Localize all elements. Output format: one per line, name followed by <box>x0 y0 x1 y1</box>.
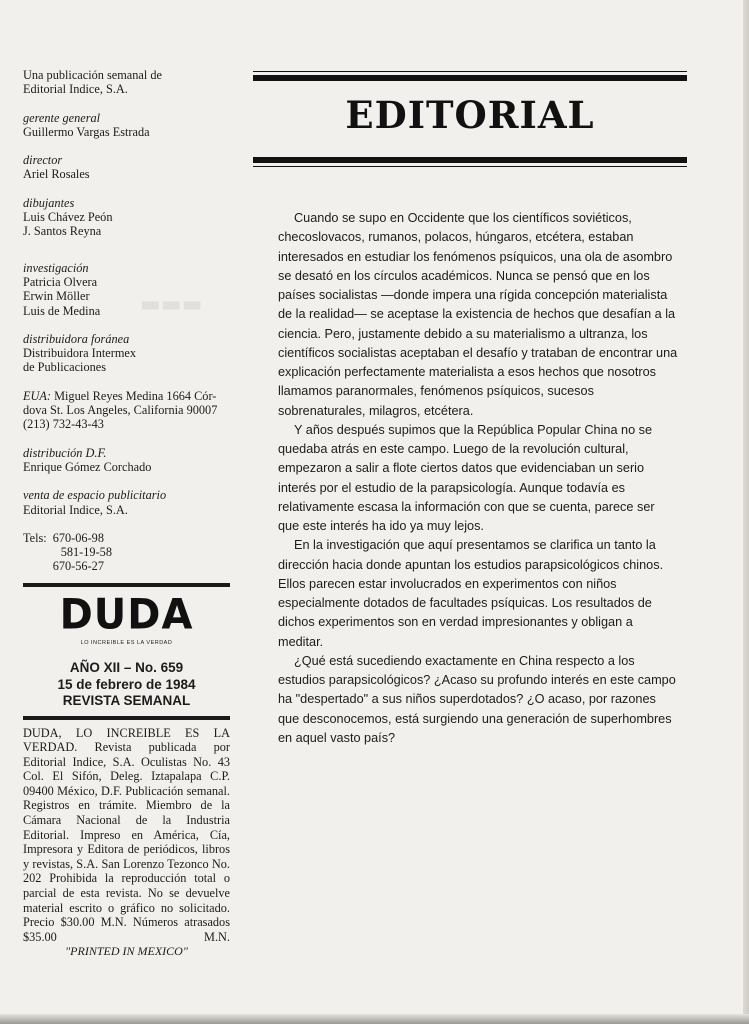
tel-number: 670-56-27 <box>52 559 104 574</box>
credit-name: Luis de Medina <box>23 303 101 318</box>
credit-name: Enrique Gómez Corchado <box>23 459 152 474</box>
publisher-line: Una publicación semanal de <box>23 68 162 82</box>
usa-address: Miguel Reyes Medina 1664 Cór- <box>51 388 217 403</box>
credit-distribution <box>23 332 230 375</box>
credit-research <box>23 261 230 318</box>
usa-line: dova St. Los Angeles, California 90007 <box>23 403 218 418</box>
tels-label: Tels: <box>23 530 47 545</box>
editorial-paragraph: Cuando se supo en Occidente que los científicos soviéticos, checoslovacos, rumanos, polacos, húngaros, etcétera, estaban interesados en estudiar los fenómenos psíquicos, una ola de asombro se desató en los círculos académicos. Nunca se pensó que en los países socialistas —donde impera una rígida concepción materialista de la realidad— se aceptase la existencia de hechos que desafían a la ciencia. Pero, justamente debido a su materialismo a ultranza, los científicos socialistas aceptaban el desafío y trataban de encontrar una explicación perfectamente materialista a esos hechos que nosotros llamamos paranormales, fenómenos psíquicos, sucesos sobrenaturales, milagros, etcétera. <box>278 211 678 418</box>
page-bottom-edge <box>0 1014 749 1024</box>
title-rule-bottom-thick <box>253 157 687 163</box>
credit-manager <box>23 111 230 140</box>
editorial-paragraph: ¿Qué está sucediendo exactamente en China respecto a los estudios parapsicológicos? ¿Acaso su profundo interés en este campo ha "despertado" a sus niños superdotados? ¿O acaso, por razones que desconocemos, está surgiendo una generación de superhombres en aquel vasto país? <box>278 653 676 745</box>
masthead <box>23 587 230 716</box>
issue-type: REVISTA SEMANAL <box>62 693 191 709</box>
editorial-body <box>278 209 679 748</box>
editorial-title: EDITORIAL <box>345 93 595 137</box>
tel-number: 670-06-98 <box>52 530 104 545</box>
tels-numbers <box>53 531 112 574</box>
credit-role: distribuidora foránea <box>23 331 130 346</box>
credit-df <box>23 446 230 475</box>
credit-name: Luis Chávez Peón <box>23 210 113 225</box>
page-edge <box>743 0 749 1024</box>
bleed-through-shadow: ▬▬▬ <box>140 292 203 317</box>
credit-role: dibujantes <box>23 195 75 210</box>
usa-line <box>23 389 230 403</box>
printed-in-mexico: "PRINTED IN MEXICO" <box>65 944 188 959</box>
credit-name: Guillermo Vargas Estrada <box>23 124 150 139</box>
issue-date: 15 de febrero de 1984 <box>57 676 196 692</box>
title-rule-bottom-thin <box>253 166 687 167</box>
title-rule-top-thin <box>253 71 687 72</box>
duda-logo: DUDA <box>59 590 194 639</box>
credit-usa <box>23 389 230 432</box>
publisher-block <box>23 68 230 97</box>
tel-number: 581-19-58 <box>60 545 112 560</box>
credit-name: Patricia Olvera <box>23 274 98 289</box>
credits-column <box>23 68 230 959</box>
credit-name: Editorial Indice, S.A. <box>23 502 128 517</box>
credit-ads <box>23 488 230 517</box>
credit-name: Erwin Möller <box>23 289 90 304</box>
credit-role: gerente general <box>23 110 101 125</box>
credit-illustrators <box>23 196 230 239</box>
issue-number: AÑO XII – No. 659 <box>69 660 184 676</box>
issue-info <box>23 660 230 710</box>
credit-name: de Publicaciones <box>23 360 106 375</box>
editorial-paragraph: Y años después supimos que la República Popular China no se quedaba atrás en este campo. Luego de la revolución cultural, empezaron a salir a flote ciertos datos que evidenciaban un serio interés por el estudio de la parapsicología. Aunque todavía es relativamente escasa la información con que se cuenta, parece ser que este interés ha ido ya muy lejos. <box>278 422 655 533</box>
masthead-rule-bottom <box>23 716 230 720</box>
editorial-paragraph: En la investigación que aquí presentamos se clarifica un tanto la dirección hacia donde apuntan los estudios parapsicológicos chinos. Ellos parecen estar involucrados en experimentos con niños especialmente dotados de facultades psíquicas. Los resultados de dichos experimentos son en verdad impresionantes y obligan a meditar. <box>278 538 664 649</box>
credit-name: Distribuidora Intermex <box>23 346 137 361</box>
credit-role: venta de espacio publicitario <box>23 488 167 503</box>
telephones <box>23 531 230 574</box>
credit-role: investigación <box>23 260 89 275</box>
credit-role: distribución D.F. <box>23 445 107 460</box>
usa-line: (213) 732-43-43 <box>23 417 104 432</box>
title-rule-top-thick <box>253 75 687 81</box>
legal-notice: DUDA, LO INCREIBLE ES LA VERDAD. Revista publicada por Editorial Indice, S.A. Oculistas No. 43 Col. El Sifón, Deleg. Iztapalapa C.P. 09400 México, D.F. Publicación semanal. Registros en trámite. Miembro de la Cámara Nacional de la Industria Editorial. Impreso en América, Cía, Impresora y Editora de periódicos, libros y revistas, S.A. San Lorenzo Tezonco No. 202 Prohibida la reproducción total o parcial de esta revista. No se devuelve material escrito o gráfico no solicitado. Precio $30.00 M.N. Números atrasados $35.00 M.N. <box>23 725 230 944</box>
publisher-line: Editorial Indice, S.A. <box>23 82 128 97</box>
logo-tagline: LO INCREIBLE ES LA VERDAD <box>80 639 173 646</box>
credit-name: Ariel Rosales <box>23 167 90 182</box>
credit-name: J. Santos Reyna <box>23 224 102 239</box>
usa-label: EUA: <box>23 388 51 403</box>
credit-role: director <box>23 153 63 168</box>
credit-director <box>23 153 230 182</box>
